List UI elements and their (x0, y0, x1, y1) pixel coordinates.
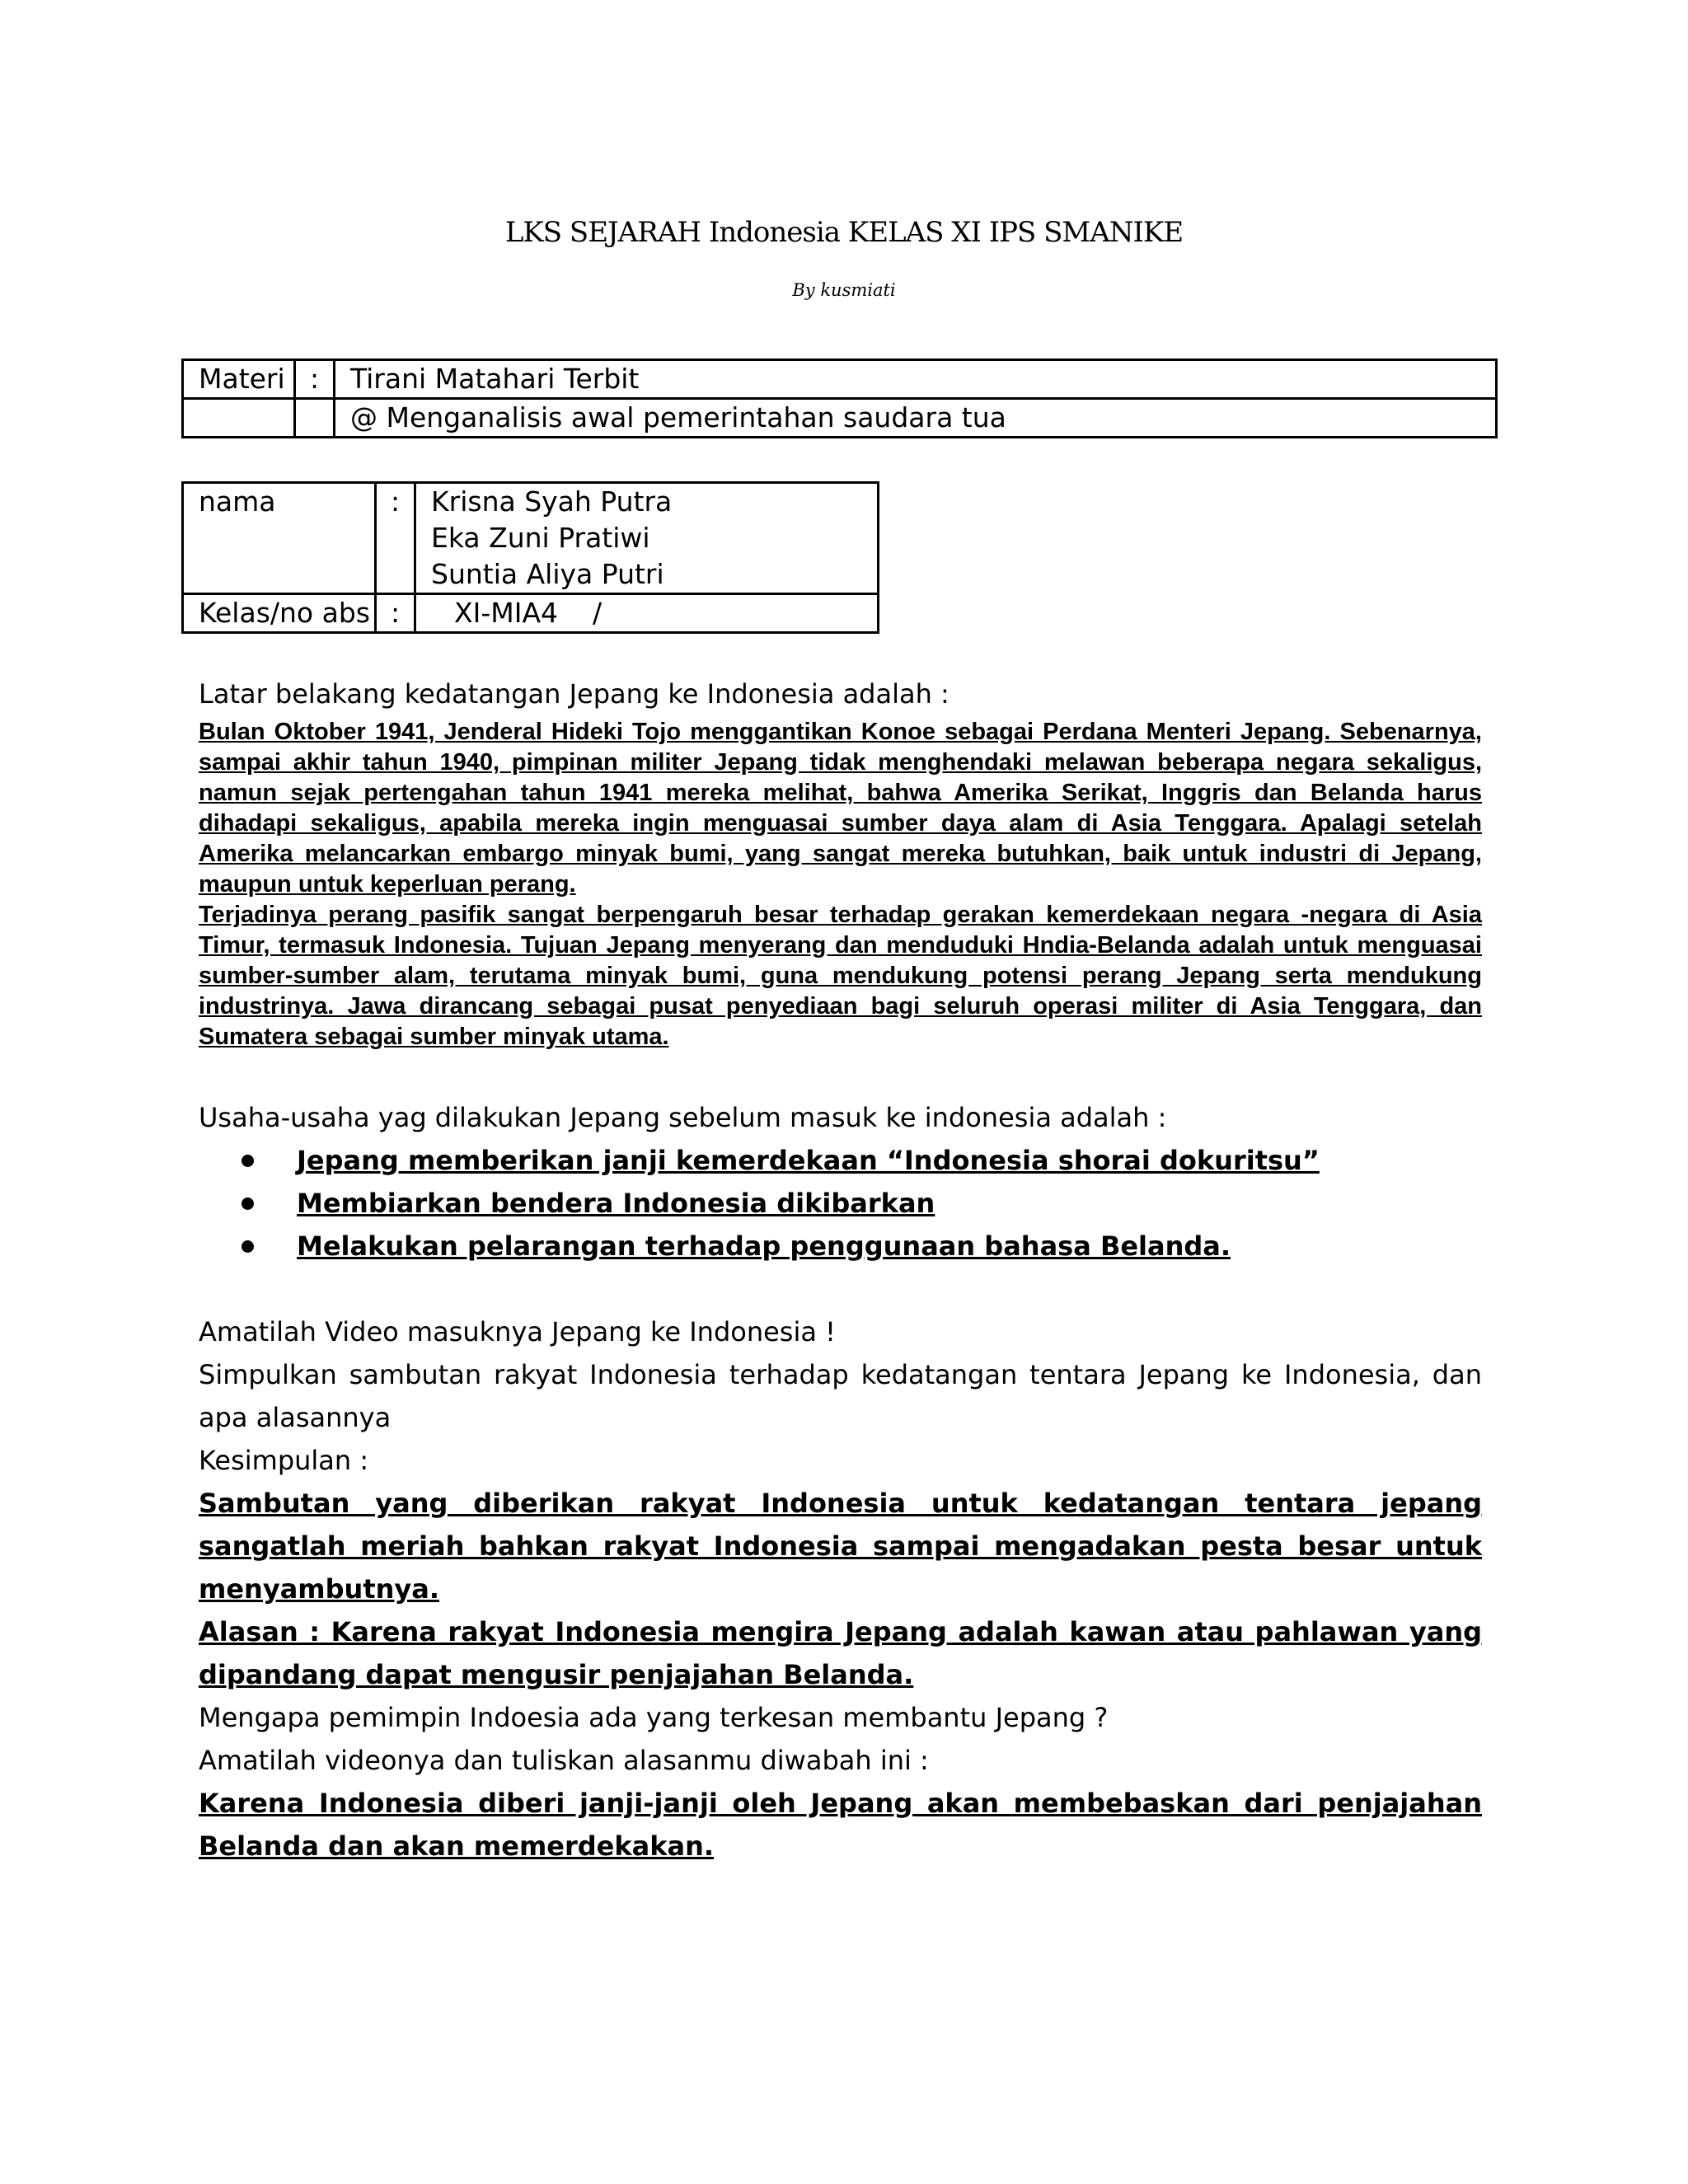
student-name: Suntia Aliya Putri (431, 558, 664, 590)
reason-answer: Alasan : Karena rakyat Indonesia mengira Jepang adalah kawan atau pahlawan yang dipandang dapat mengusir penjajahan Belanda. (199, 1616, 1482, 1690)
list-item (199, 1225, 1320, 1268)
background-paragraph: Terjadinya perang pasifik sangat berpengaruh besar terhadap gerakan kemerdekaan negara -negara di Asia Timur, termasuk Indonesia. Tujuan Jepang menyerang dan menduduki Hndia-Belanda adalah untuk menguasai sumber-sumber alam, terutama minyak bumi, guna mendukung potensi perang Jepang serta mendukung industrinya. Jawa dirancang sebagai pusat penyediaan bagi seluruh operasi militer di Asia Tenggara, dan Sumatera sebagai sumber minyak utama. (199, 902, 1482, 1050)
list-item-text: Membiarkan bendera Indonesia dikibarkan (297, 1188, 935, 1219)
student-name: Eka Zuni Pratiwi (431, 522, 650, 554)
identity-table (181, 481, 879, 634)
materi-subtopic-row (183, 399, 1497, 438)
materi-empty-cell (183, 399, 295, 438)
conclusion-answer: Sambutan yang diberikan rakyat Indonesia untuk kedatangan tentara jepang sangatlah meriah bahkan rakyat Indonesia sampai mengadakan pesta besar untuk menyambutnya. (199, 1488, 1482, 1605)
efforts-prompt: Usaha-usaha yag dilakukan Jepang sebelum masuk ke indonesia adalah : (199, 1102, 1167, 1133)
conclusion-question: Simpulkan sambutan rakyat Indonesia terhadap kedatangan tentara Jepang ke Indonesia, dan apa alasannya (199, 1359, 1482, 1433)
materi-topic: Tirani Matahari Terbit (335, 360, 1497, 399)
materi-colon: : (295, 360, 335, 399)
materi-subtopic: @ Menganalisis awal pemerintahan saudara tua (335, 399, 1497, 438)
background-answer (199, 717, 1482, 1052)
conclusion-label: Kesimpulan : (199, 1445, 369, 1476)
bullet-icon (241, 1155, 254, 1167)
name-label: nama (183, 483, 376, 594)
author-byline: By kusmiati (792, 280, 896, 300)
worksheet-title: LKS SEJARAH Indonesia KELAS XI IPS SMANIKE (504, 216, 1184, 249)
video-instruction: Amatilah Video masuknya Jepang ke Indonesia ! (199, 1316, 836, 1347)
leader-question: Mengapa pemimpin Indoesia ada yang terkesan membantu Jepang ? (199, 1702, 1109, 1733)
bullet-icon (241, 1240, 254, 1253)
conclusion-section (199, 1310, 1482, 1868)
class-row (183, 594, 879, 633)
list-item (199, 1139, 1320, 1182)
background-paragraph: Bulan Oktober 1941, Jenderal Hideki Tojo menggantikan Konoe sebagai Perdana Menteri Jepang. Sebenarnya, sampai akhir tahun 1940, pimpinan militer Jepang tidak menghendaki melawan beberapa negara sekaligus, namun sejak pertengahan tahun 1941 mereka melihat, bahwa Amerika Serikat, Inggris dan Belanda harus dihadapi sekaligus, apabila mereka ingin menguasai sumber daya alam di Asia Tenggara. Apalagi setelah Amerika melancarkan embargo minyak bumi, yang sangat mereka butuhkan, baik untuk industri di Jepang, maupun untuk keperluan perang. (199, 719, 1482, 898)
name-row (183, 483, 879, 594)
class-value (415, 594, 879, 633)
class-colon: : (376, 594, 415, 633)
materi-table (181, 359, 1498, 438)
list-item-text: Jepang memberikan janji kemerdekaan “Indonesia shorai dokuritsu” (297, 1145, 1320, 1176)
leader-answer: Karena Indonesia diberi janji-janji oleh Jepang akan membebaskan dari penjajahan Belanda dan akan memerdekakan. (199, 1788, 1482, 1862)
materi-label: Materi (183, 360, 295, 399)
background-prompt: Latar belakang kedatangan Jepang ke Indonesia adalah : (199, 678, 950, 710)
name-colon: : (376, 483, 415, 594)
materi-row (183, 360, 1497, 399)
name-list (415, 483, 879, 594)
class-label: Kelas/no abs (183, 594, 376, 633)
video-instruction-2: Amatilah videonya dan tuliskan alasanmu diwabah ini : (199, 1745, 929, 1776)
list-item (199, 1182, 1320, 1225)
class-value-text: XI-MIA4 / (454, 597, 603, 629)
materi-empty-colon-cell (295, 399, 335, 438)
bullet-icon (241, 1197, 254, 1210)
list-item-text: Melakukan pelarangan terhadap penggunaan bahasa Belanda. (297, 1230, 1231, 1262)
efforts-list (199, 1139, 1320, 1268)
student-name: Krisna Syah Putra (431, 485, 673, 518)
